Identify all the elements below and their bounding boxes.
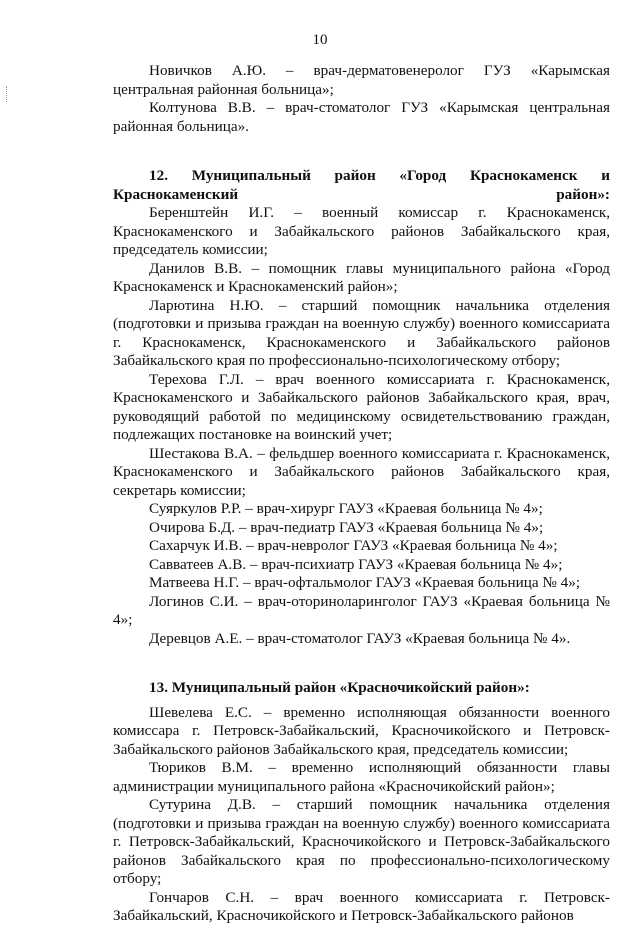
section-12-heading: 12. Муниципальный район «Город Краснокаменск и Краснокаменский район»: — [113, 167, 610, 203]
entry-derevtsov: Деревцов А.Е. – врач-стоматолог ГАУЗ «Краевая больница № 4». — [149, 629, 571, 647]
margin-mark — [6, 86, 9, 102]
entry-sheveleva: Шевелева Е.С. – временно исполняющая обязанности военного комиссара г. Петровск-Забайкальский, Красночикойского и Петровск-Забайкальского районов Забайкальского края, председатель комиссии; — [113, 703, 610, 758]
document-body — [113, 62, 610, 926]
entry-laryutina: Ларютина Н.Ю. – старший помощник начальника отделения (подготовки и призыва граждан на военную службу) военного комиссариата г. Краснокаменск, Краснокаменского и Забайкальского районов Забайкальского края по профессионально-психологическому отбору; — [113, 296, 610, 369]
entry-ochirova: Очирова Б.Д. – врач-педиатр ГАУЗ «Краевая больница № 4»; — [149, 518, 544, 536]
entry-danilov: Данилов В.В. – помощник главы муниципального района «Город Краснокаменск и Краснокаменский район»; — [113, 259, 610, 295]
entry-matveeva: Матвеева Н.Г. – врач-офтальмолог ГАУЗ «Краевая больница № 4»; — [149, 574, 581, 591]
entry-shestakova: Шестакова В.А. – фельдшер военного комиссариата г. Краснокаменск, Краснокаменского и Забайкальского районов Забайкальского края, секретарь комиссии; — [113, 444, 610, 499]
entry-savvateev: Савватеев А.В. – врач-психиатр ГАУЗ «Краевая больница № 4»; — [149, 555, 563, 573]
entry-tyurikov: Тюриков В.М. – временно исполняющий обязанности главы администрации муниципального района «Красночикойский район»; — [113, 759, 610, 795]
section-13-heading: 13. Муниципальный район «Красночикойский район»: — [149, 679, 530, 696]
entry-suyarkulov: Суяркулов Р.Р. – врач-хирург ГАУЗ «Краевая больница № 4»; — [149, 500, 543, 517]
entry-koltunova: Колтунова В.В. – врач-стоматолог ГУЗ «Карымская центральная районная больница». — [113, 99, 610, 135]
entry-goncharov: Гончаров С.Н. – врач военного комиссариата г. Петровск-Забайкальский, Красночикойского и Петровск-Забайкальского районов — [113, 888, 610, 924]
entry-sakharchuk: Сахарчук И.В. – врач-невролог ГАУЗ «Краевая больница № 4»; — [149, 537, 558, 554]
entry-berenshtein: Беренштейн И.Г. – военный комиссар г. Краснокаменск, Краснокаменского и Забайкальского районов Забайкальского края, председатель комиссии; — [113, 204, 610, 258]
entry-suturina: Сутурина Д.В. – старший помощник начальника отделения (подготовки и призыва граждан на военную службу) военного комиссариата г. Петровск-Забайкальский, Красночикойского и Петровск-Забайкальского районов Забайкальского края по профессионально-психологическому отбору; — [113, 796, 610, 887]
entry-loginov: Логинов С.И. – врач-оториноларинголог ГАУЗ «Краевая больница № 4»; — [113, 592, 610, 628]
entry-terekhova: Терехова Г.Л. – врач военного комиссариата г. Краснокаменск, Краснокаменского и Забайкальского районов Забайкальского края, врач, руководящий работой по медицинскому освидетельствованию граждан, подлежащих постановке на воинский учет; — [113, 370, 610, 443]
entry-novichkov: Новичков А.Ю. – врач-дерматовенеролог ГУЗ «Карымская центральная районная больница»; — [113, 62, 610, 98]
page-number: 10 — [312, 32, 328, 48]
